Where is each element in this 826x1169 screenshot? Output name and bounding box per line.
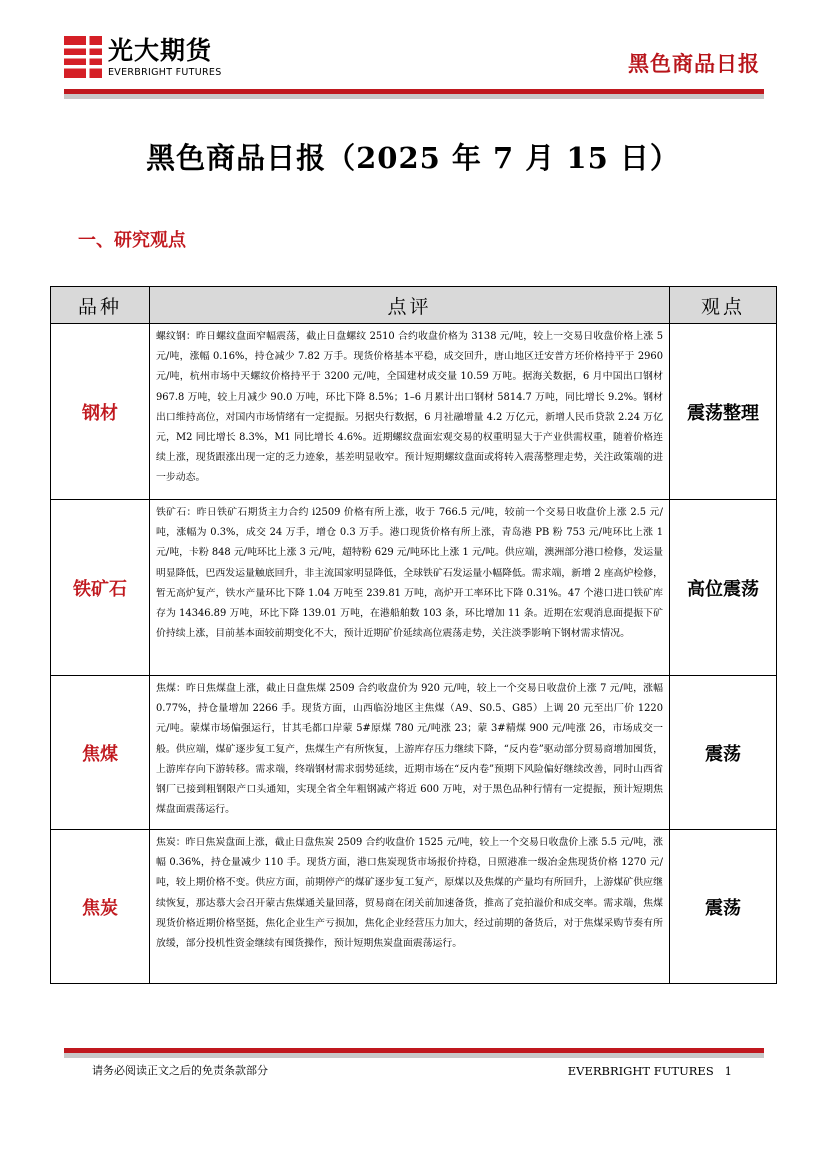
table-row [51,830,777,984]
row-comment: 铁矿石：昨日铁矿石期货主力合约 i2509 价格有所上涨，收于 766.5 元/吨，较前一个交易日收盘价上涨 2.5 元/吨，涨幅为 0.3%，成交 24 万手，增仓 0.3 万手。港口现货价格有所上涨，青岛港 PB 粉 753 元/吨环比上涨 1 元/吨，卡粉 848 元/吨环比上涨 3 元/吨，超特粉 629 元/吨环比上涨 1 元/吨。供应端，澳洲部分港口检修，发运量明显降低，巴西发运量触底回升，非主流国家明显降低，全球铁矿石发运量小幅降低。需求端，新增 2 座高炉检修，暂无高炉复产，铁水产量环比下降 1.04 万吨至 239.81 万吨，高炉开工率环比下降 0.31%。47 个港口进口铁矿库存为 14346.89 万吨，环比下降 139.01 万吨，在港船舶数 103 条，环比增加 11 条。近期在宏观消息面提振下矿价持续上涨，目前基本面较前期变化不大，预计近期矿价延续高位震荡走势，关注淡季影响下钢材需求情况。 [150,500,670,676]
footer-company: EVERBRIGHT FUTURES [567,1064,714,1078]
document-title: 黑色商品日报（2025 年 7 月 15 日） [146,141,680,175]
footer-divider-gray [64,1053,764,1058]
footer-company-page [568,1063,732,1079]
row-category: 焦炭 [51,830,150,984]
row-comment: 焦煤：昨日焦煤盘上涨，截止日盘焦煤 2509 合约收盘价为 920 元/吨，较上一个交易日收盘价上涨 7 元/吨，涨幅 0.77%，持仓量增加 2266 手。现货方面，山西临汾地区主焦煤（A9、S0.5、G85）上调 20 元至出厂价 1220 元/吨。蒙煤市场偏强运行，甘其毛都口岸蒙 5#原煤 780 元/吨涨 23；蒙 3#精煤 900 元/吨涨 26，市场成交一般。供应端，煤矿逐步复工复产，焦煤生产有所恢复，上游库存压力继续下降，“反内卷”驱动部分贸易商增加囤货，上游库存向下游转移。需求端，终端钢材需求弱势延续，近期市场在“反内卷”预期下风险偏好继续改善，同时山西省钢厂已接到粗钢限产口头通知，实现全省全年粗钢减产将近 600 万吨，对于黑色品种行情有一定提振，预计短期焦煤盘面震荡运行。 [150,676,670,830]
footer-disclaimer: 请务必阅读正文之后的免责条款部分 [92,1064,268,1077]
research-view-table [50,286,777,984]
row-view: 高位震荡 [670,500,777,676]
header-category: 品种 [51,287,150,324]
report-type-label: 黑色商品日报 [628,52,760,76]
row-view: 震荡 [670,830,777,984]
logo-chinese-name: 光大期货 [108,36,213,65]
everbright-logo-icon [64,36,102,78]
header-comment: 点评 [150,287,670,324]
logo-english-name: EVERBRIGHT FUTURES [108,67,222,78]
row-category: 焦煤 [51,676,150,830]
row-category: 钢材 [51,324,150,500]
table-row [51,500,777,676]
table-row [51,324,777,500]
header-divider-gray [64,94,764,99]
header-view: 观点 [670,287,777,324]
row-view: 震荡 [670,676,777,830]
row-comment: 焦炭：昨日焦炭盘面上涨，截止日盘焦炭 2509 合约收盘价 1525 元/吨，较上一个交易日收盘价上涨 5.5 元/吨，涨幅 0.36%，持仓量减少 110 手。现货方面，港口焦炭现货市场报价持稳，日照港准一级冶金焦现货价格 1270 元/吨，较上期价格不变。供应方面，前期停产的煤矿逐步复工复产，原煤以及焦煤的产量均有所回升，上游煤矿供应继续恢复，那达慕大会召开蒙古焦煤通关量回落，贸易商在闭关前加速备货，推高了竞拍溢价和成交率。需求端，焦煤现货价格近期价格坚挺，焦化企业生产亏损加，焦化企业经营压力加大，经过前期的备货后，对于焦煤采购节奏有所放缓，部分投机性资金继续有囤货操作，预计短期焦炭盘面震荡运行。 [150,830,670,984]
page-number: 1 [724,1064,732,1078]
row-view: 震荡整理 [670,324,777,500]
section-heading: 一、研究观点 [78,230,186,251]
table-header-row [51,287,777,324]
company-logo [64,36,244,82]
row-category: 铁矿石 [51,500,150,676]
table-row [51,676,777,830]
row-comment: 螺纹钢：昨日螺纹盘面窄幅震荡，截止日盘螺纹 2510 合约收盘价格为 3138 元/吨，较上一交易日收盘价格上涨 5 元/吨，涨幅 0.16%，持仓减少 7.82 万手。现货价格基本平稳，成交回升，唐山地区迁安普方坯价格持平于 2960 元/吨，杭州市场中天螺纹价格持平于 3200 元/吨，全国建材成交量 10.59 万吨。据海关数据，6 月中国出口钢材 967.8 万吨，较上月减少 90.0 万吨，环比下降 8.5%；1–6 月累计出口钢材 5814.7 万吨，同比增长 9.2%。钢材出口维持高位，对国内市场情绪有一定提振。另据央行数据，6 月社融增量 4.2 万亿元，新增人民币贷款 2.24 万亿元，M2 同比增长 8.3%，M1 同比增长 4.6%。近期螺纹盘面宏观交易的权重明显大于产业供需权重，随着价格连续上涨，现货跟涨出现一定的乏力迹象，基差明显收窄。预计短期螺纹盘面或将转入震荡整理走势，关注政策端的进一步动态。 [150,324,670,500]
